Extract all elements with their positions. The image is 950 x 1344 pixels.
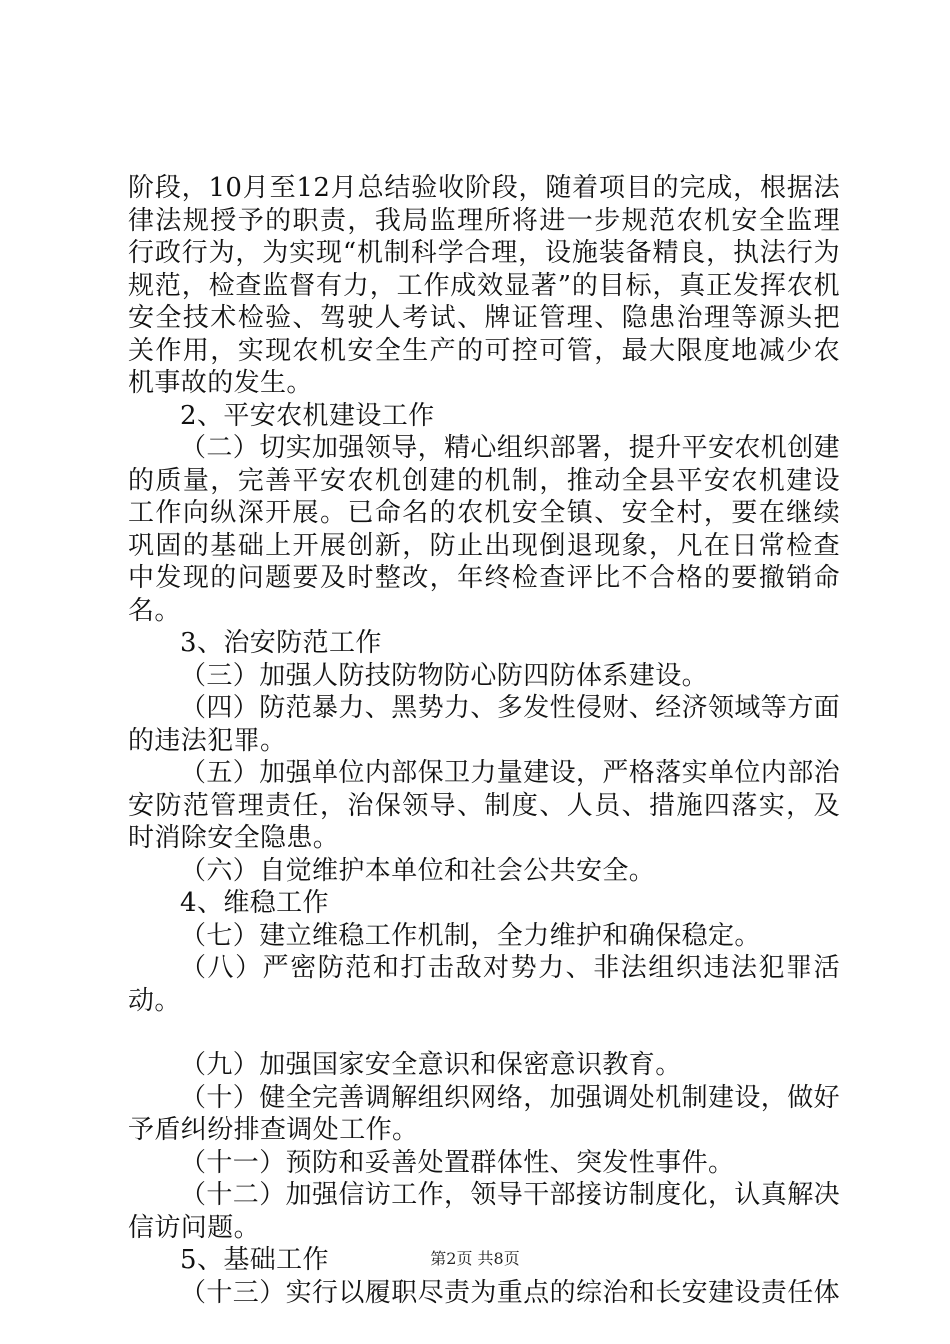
paragraph-item-7: （七）建立维稳工作机制，全力维护和确保稳定。 xyxy=(180,920,761,951)
section-heading-4: 4、维稳工作 xyxy=(180,888,329,918)
paragraph-item-10: （十）健全完善调解组织网络，加强调处机制建设，做好予盾纠纷排查调处工作。 xyxy=(128,1082,841,1145)
paragraph-item-8: （八）严密防范和打击敌对势力、非法组织违法犯罪活动。 xyxy=(128,953,840,1016)
paragraph-item-3: （三）加强人防技防物防心防四防体系建设。 xyxy=(180,660,709,691)
paragraph-continuation: 阶段，10月至12月总结验收阶段，随着项目的完成，根据法律法规授予的职责，我局监理所将进一步规范农机安全监理行政行为，为实现“机制科学合理，设施装备精良，执法行为规范，检查监督有力，工作成效显著”的目标，真正发挥农机安全技术检验、驾驶人考试、牌证管理、隐患治理等源头把关作用，实现农机安全生产的可控可管，最大限度地减少农机事故的发生。 xyxy=(128,173,840,398)
paragraph-item-4: （四）防范暴力、黑势力、多发性侵财、经济领域等方面的违法犯罪。 xyxy=(128,693,841,756)
paragraph-item-12: （十二）加强信访工作，领导干部接访制度化，认真解决信访问题。 xyxy=(128,1180,841,1243)
paragraph-item-9: （九）加强国家安全意识和保密意识教育。 xyxy=(180,1050,682,1080)
paragraph-item-5: （五）加强单位内部保卫力量建设，严格落实单位内部治安防范管理责任，治保领导、制度、人员、措施四落实，及时消除安全隐患。 xyxy=(128,758,841,853)
paragraph-item-11: （十一）预防和妥善处置群体性、突发性事件。 xyxy=(180,1147,735,1178)
document-body xyxy=(128,172,840,1309)
section-heading-2: 2、平安农机建设工作 xyxy=(180,400,435,431)
section-heading-3: 3、治安防范工作 xyxy=(180,628,382,658)
paragraph-item-2: （二）切实加强领导，精心组织部署，提升平安农机创建的质量，完善平安农机创建的机制，推动全县平安农机建设工作向纵深开展。已命名的农机安全镇、安全村，要在继续巩固的基础上开展创新，防止出现倒退现象，凡在日常检查中发现的问题要及时整改，年终检查评比不合格的要撤销命名。 xyxy=(128,433,841,626)
blank-line xyxy=(128,1017,840,1049)
section-heading-5: 5、基础工作 xyxy=(180,1245,329,1275)
page-footer: 第2页 共8页 xyxy=(430,1249,520,1268)
paragraph-item-13: （十三）实行以履职尽责为重点的综治和长安建设责任体 xyxy=(180,1277,841,1308)
paragraph-item-6: （六）自觉维护本单位和社会公共安全。 xyxy=(180,855,656,886)
